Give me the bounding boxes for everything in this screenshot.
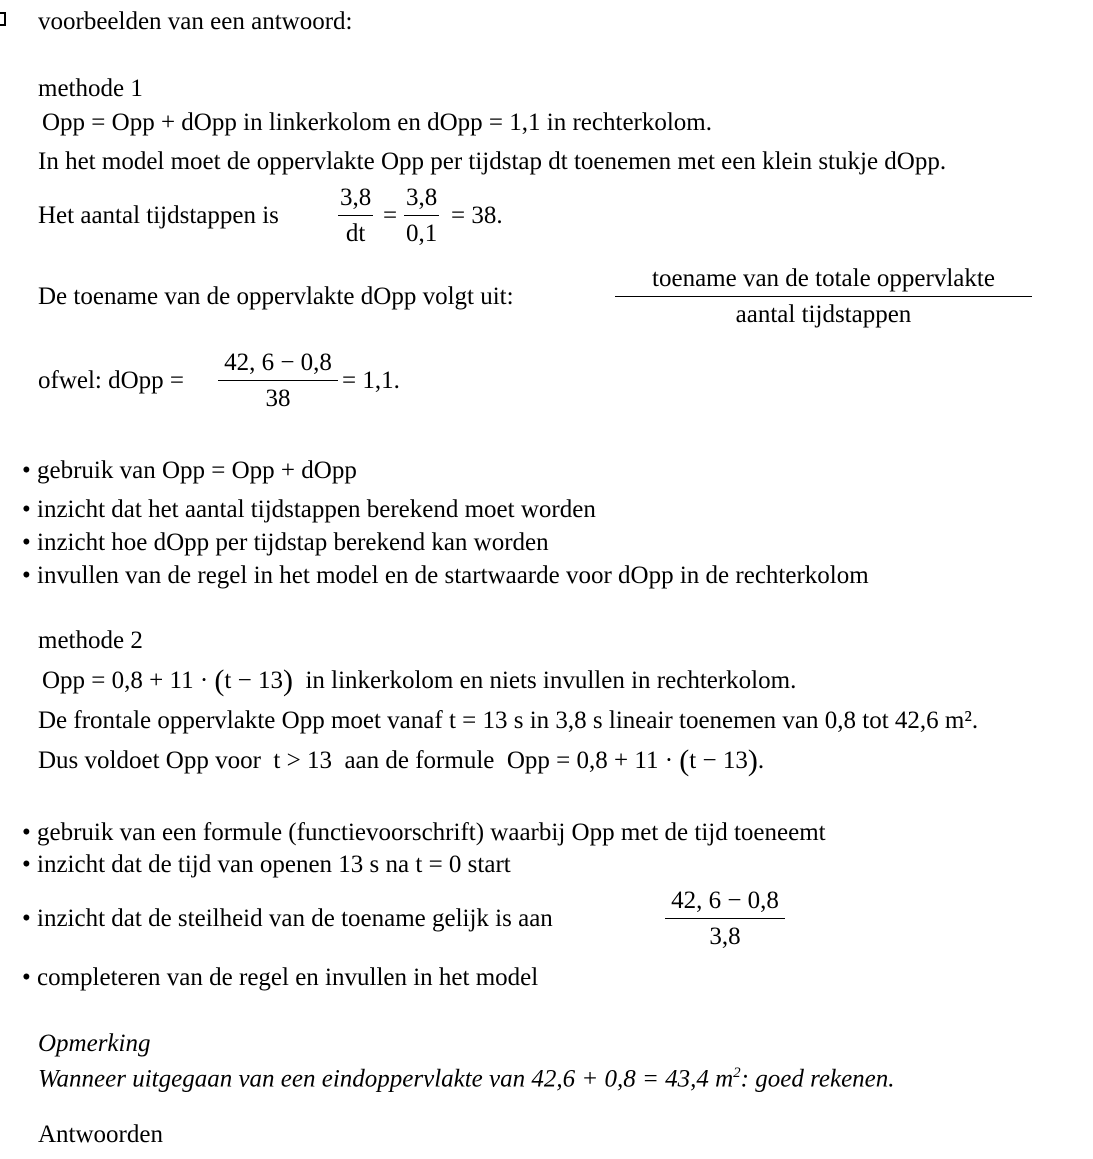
method1-rule	[42, 110, 712, 135]
fraction-bar	[338, 215, 373, 216]
method1-rule-formula2: dOpp = 1,1	[427, 109, 541, 136]
steps-result: = 38.	[451, 202, 503, 229]
remark-text-a: Wanneer uitgegaan van een eindoppervlakte van 42,6 + 0,8 = 43,4 m	[38, 1065, 734, 1093]
method2-rule-a: Opp = 0,8 + 11 ·	[42, 667, 215, 694]
bullet-item: • gebruik van een formule (functievoorschrift) waarbij Opp met de tijd toeneemt	[22, 819, 826, 846]
fraction-bar	[665, 918, 785, 919]
intro-text: voorbeelden van een antwoord:	[38, 8, 353, 35]
method2-explain2-a: Dus voldoet Opp voor t > 13 aan de formule Opp = 0,8 + 11 ·	[38, 747, 680, 774]
ofwel-fraction	[218, 350, 338, 411]
steps-frac2-den: 0,1	[406, 220, 438, 247]
fraction-bar	[615, 296, 1032, 297]
bullet-item: • inzicht hoe dOpp per tijdstap berekend kan worden	[22, 529, 549, 556]
bullet-item: • inzicht dat de tijd van openen 13 s na t = 0 start	[22, 851, 511, 878]
method2-explain2-end: .	[757, 747, 765, 774]
increase-prefix: De toename van de oppervlakte dOpp volgt uit:	[38, 283, 514, 310]
steepness-fraction	[665, 888, 785, 949]
paren-open: (	[214, 664, 225, 697]
steepness-frac-den: 3,8	[709, 923, 741, 950]
footer-label: Antwoorden	[38, 1121, 163, 1148]
ofwel-result: = 1,1.	[342, 367, 400, 394]
method1-rule-mid: in linkerkolom en	[243, 109, 421, 136]
method1-explain: In het model moet de oppervlakte Opp per tijdstap dt toenemen met een klein stukje dOpp.	[38, 148, 947, 175]
bullet-item: • gebruik van Opp = Opp + dOpp	[22, 457, 357, 484]
steps-frac1-num: 3,8	[340, 184, 372, 211]
ofwel-frac-den: 38	[265, 385, 291, 412]
method2-title: methode 2	[38, 627, 143, 654]
bullet-item: • completeren van de regel en invullen in het model	[22, 964, 539, 991]
fraction-bar	[218, 380, 338, 381]
ofwel-prefix: ofwel: dOpp =	[38, 367, 185, 394]
method2-rule-inner: t − 13	[224, 667, 283, 694]
steps-prefix: Het aantal tijdstappen is	[38, 202, 279, 229]
method1-rule-formula: Opp = Opp + dOpp	[42, 109, 237, 136]
steps-eq: =	[383, 202, 398, 229]
fraction-bar	[404, 215, 439, 216]
steps-fraction-1	[338, 185, 373, 246]
method2-rule-end: in linkerkolom en niets invullen in rechterkolom.	[292, 667, 797, 694]
steps-fraction-2	[404, 185, 439, 246]
remark-sup: 2	[733, 1065, 741, 1081]
method2-explain1: De frontale oppervlakte Opp moet vanaf t = 13 s in 3,8 s lineair toenemen van 0,8 tot 42,6 m².	[38, 707, 979, 734]
method2-explain2	[38, 744, 765, 777]
steepness-frac-num: 42, 6 − 0,8	[671, 887, 779, 914]
increase-frac-den: aantal tijdstappen	[735, 301, 912, 328]
paren-close: )	[747, 744, 758, 777]
steps-frac1-den: dt	[345, 220, 366, 247]
bullet-item: • invullen van de regel in het model en de startwaarde voor dOpp in de rechterkolom	[22, 562, 869, 589]
remark-text	[38, 1066, 895, 1091]
bullet-item: • inzicht dat de steilheid van de toename gelijk is aan	[22, 905, 553, 932]
remark-title: Opmerking	[38, 1030, 151, 1057]
ofwel-frac-num: 42, 6 − 0,8	[224, 349, 332, 376]
paren-open: (	[679, 744, 690, 777]
increase-fraction	[615, 266, 1032, 327]
method1-rule-end: in rechterkolom.	[546, 109, 713, 136]
bullet-item: • inzicht dat het aantal tijdstappen berekend moet worden	[22, 496, 596, 523]
increase-frac-num: toename van de totale oppervlakte	[652, 265, 995, 292]
steps-frac2-num: 3,8	[406, 184, 438, 211]
method2-explain2-inner: t − 13	[689, 747, 748, 774]
paren-close: )	[282, 664, 293, 697]
method2-rule	[42, 664, 797, 697]
remark-text-b: : goed rekenen.	[740, 1065, 895, 1093]
method1-title: methode 1	[38, 75, 143, 102]
margin-mark	[0, 12, 6, 26]
